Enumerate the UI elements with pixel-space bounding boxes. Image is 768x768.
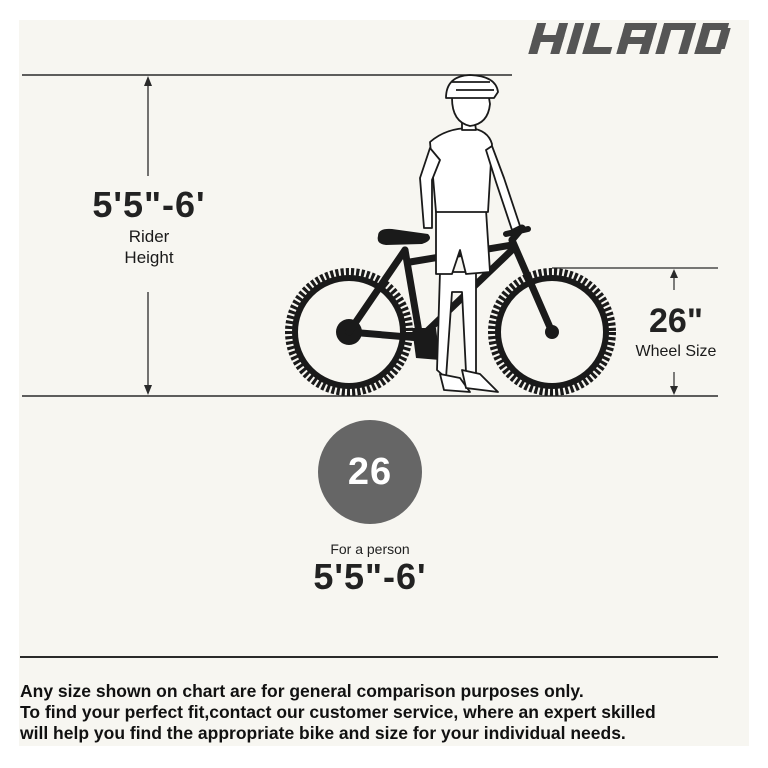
- rider-label-line2: Height: [124, 248, 174, 267]
- footer-divider: [20, 656, 718, 658]
- fit-height-range: 5'5"-6': [313, 556, 427, 597]
- rider-label-line1: Rider: [128, 227, 170, 246]
- size-badge: [318, 420, 422, 524]
- rider-height-label: [90, 226, 208, 268]
- disclaimer-line-3: will help you find the appropriate bike and size for your individual needs.: [20, 723, 626, 743]
- wheel-size-value: 26": [649, 302, 703, 340]
- fit-caption: For a person: [330, 541, 410, 557]
- disclaimer-text: [20, 681, 750, 744]
- wheel-size-label: Wheel Size: [635, 343, 717, 360]
- disclaimer-line-2: To find your perfect fit,contact our customer service, where an expert skilled: [20, 702, 656, 722]
- rider-height-value: 5'5"-6': [60, 184, 238, 226]
- disclaimer-line-1: Any size shown on chart are for general comparison purposes only.: [20, 681, 584, 701]
- size-badge-value: 26: [347, 450, 393, 493]
